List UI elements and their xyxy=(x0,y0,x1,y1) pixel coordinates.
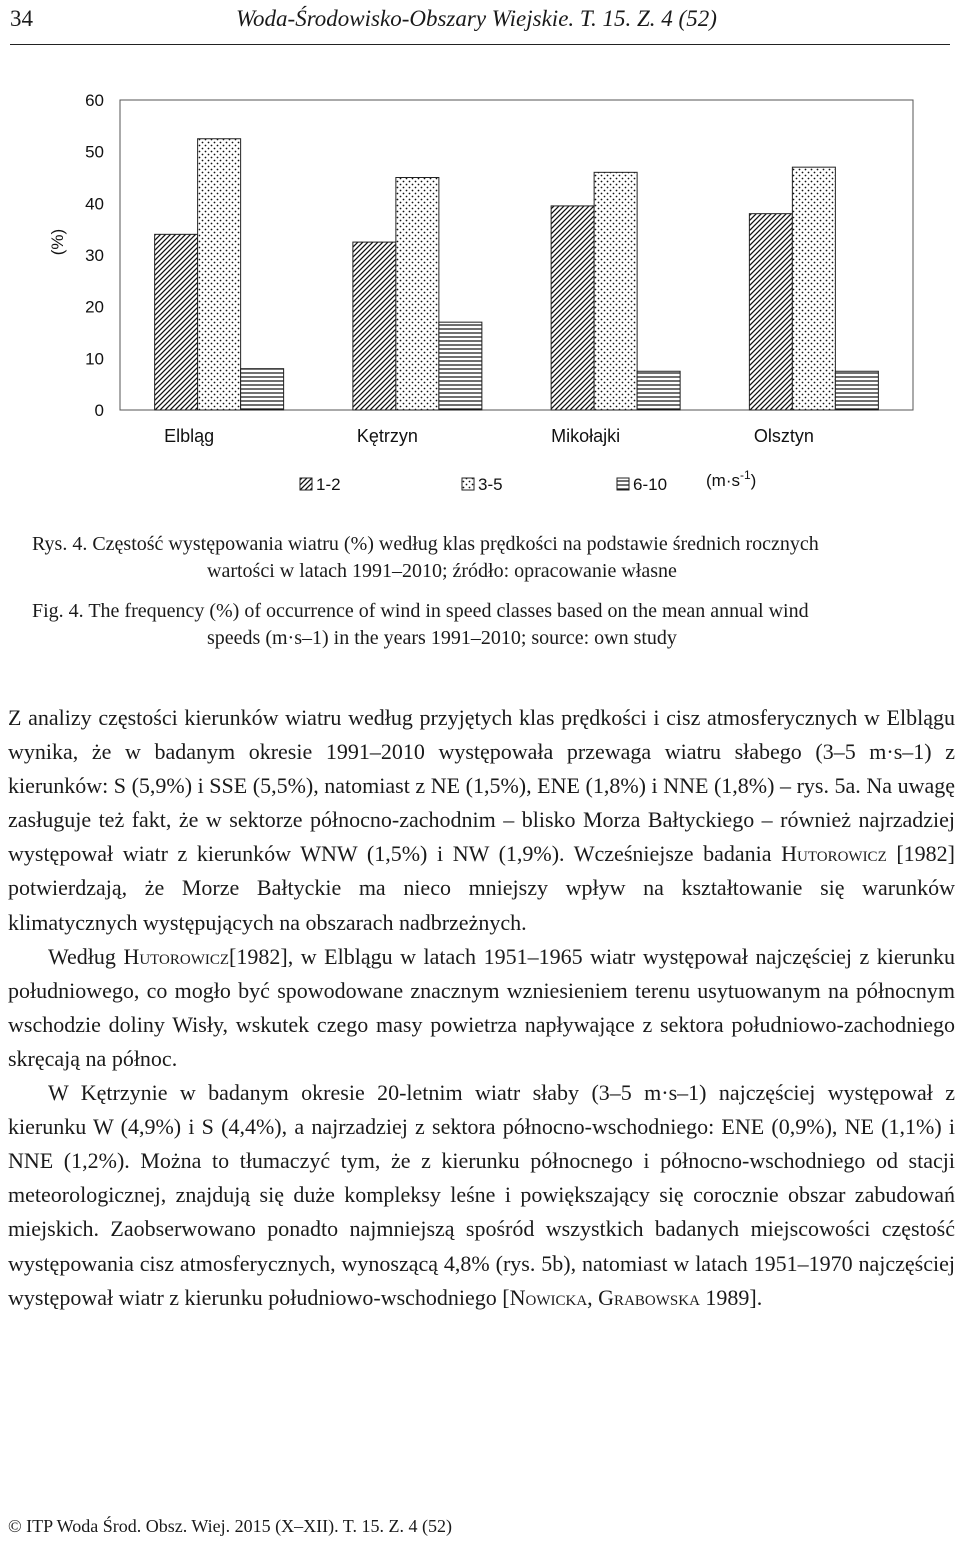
x-tick-label: Kętrzyn xyxy=(356,426,418,446)
paragraph-2-end: [1982], w Elblągu w latach 1951–1965 wiatr występował najczęściej z kierunku południowego, co mogło być spowodowane znacznym wzniesieniem terenu usytuowanym na północnym wschodzie doliny Wisły, wskutek czego masy powietrza napływające z sektora południowo-zachodniego skręcają na północ. xyxy=(8,943,956,1071)
y-tick-label: 10 xyxy=(85,349,104,369)
paragraph-1-text: Z analizy częstości kierunków wiatru według przyjętych klas prędkości i cisz atmosferycznych w Elblągu wynika, że w badanym okresie 1991–2010 występowała przewaga wiatru słabego (3–5 m·s–1) z kierunków: S (5,9%) i SSE (5,5%), natomiast z NE (1,5%), ENE (1,8%) i NNE (1,8%) – rys. 5a. Na uwagę zasługuje też fakt, że w sektorze północno-zachodnim – blisko Morza Bałtyckiego – również najrzadziej występował wiatr z kierunków WNW (1,5%) i NW (1,9%). Wcześniejsze badania xyxy=(8,705,955,867)
author-citation: Grabowska xyxy=(598,1284,700,1310)
y-axis-label: (%) xyxy=(48,228,67,256)
bar-1-2-Mikołajki xyxy=(551,206,594,410)
y-tick-label: 20 xyxy=(85,297,104,317)
page-footer: © ITP Woda Środ. Obsz. Wiej. 2015 (X–XII). T. 15. Z. 4 (52) xyxy=(8,1516,452,1536)
legend-swatch xyxy=(300,478,312,490)
figure-caption-pl xyxy=(32,531,932,585)
wind-frequency-chart xyxy=(0,60,960,500)
citation-separator: , xyxy=(587,1284,599,1310)
x-tick-labels xyxy=(164,426,814,446)
y-tick-labels xyxy=(85,91,104,420)
legend-label: 1-2 xyxy=(316,475,341,494)
caption-pl-line2: wartości w latach 1991–2010; źródło: opracowanie własne xyxy=(207,560,677,582)
bar-6-10-Mikołajki xyxy=(637,371,680,410)
bar-1-2-Kętrzyn xyxy=(353,242,396,410)
paragraph-2-start: Według xyxy=(48,943,116,969)
y-tick-label: 40 xyxy=(85,194,104,214)
y-tick-label: 50 xyxy=(85,142,104,162)
paragraph-3-end: 1989]. xyxy=(699,1284,763,1310)
x-tick-label: Elbląg xyxy=(164,426,215,446)
legend-label: 6-10 xyxy=(633,475,668,494)
author-citation: Hutorowicz xyxy=(123,943,230,969)
caption-pl-line1: Rys. 4. Częstość występowania wiatru (%) według klas prędkości na podstawie średnich rocznych xyxy=(32,533,819,555)
legend-swatch xyxy=(617,478,629,490)
bar-1-2-Elbląg xyxy=(155,234,198,410)
page-header xyxy=(10,6,950,42)
paragraph-3 xyxy=(8,1076,955,1315)
y-tick-label: 30 xyxy=(85,246,104,265)
caption-en-line2: speeds (m·s–1) in the years 1991–2010; source: own study xyxy=(207,627,677,649)
chart-legend xyxy=(300,468,756,494)
bar-6-10-Olsztyn xyxy=(835,371,878,410)
bar-6-10-Elbląg xyxy=(241,369,284,410)
paragraph-1 xyxy=(8,701,955,940)
bar-3-5-Kętrzyn xyxy=(396,178,439,411)
author-citation: Nowicka xyxy=(509,1284,588,1310)
caption-en-line1: Fig. 4. The frequency (%) of occurrence of wind in speed classes based on the mean annual wind xyxy=(32,600,809,622)
journal-title: Woda-Środowisko-Obszary Wiejskie. T. 15. Z. 4 (52) xyxy=(236,6,717,31)
bar-1-2-Olsztyn xyxy=(749,214,792,410)
paragraph-1-end: [1982] potwierdzają, że Morze Bałtyckie ma nieco mniejszy wpływ na kształtowanie się warunków klimatycznych występujących na obszarach nadbrzeżnych. xyxy=(8,841,956,935)
x-tick-label: Olsztyn xyxy=(753,426,814,446)
page-number: 34 xyxy=(10,6,33,31)
header-rule xyxy=(10,44,950,45)
legend-label: 3-5 xyxy=(478,475,503,494)
y-tick-label: 0 xyxy=(94,401,104,420)
paragraph-3-text: W Kętrzynie w badanym okresie 20-letnim wiatr słaby (3–5 m·s–1) najczęściej występował z kierunku W (4,9%) i S (4,4%), a najrzadziej z sektora północno-wschodniego: ENE (0,9%), NE (1,1%) i NNE (1,2%). Można to tłumaczyć tym, że z kierunku północnego i północno-wschodniego od stacji meteorologicznej, znajdują się duże kompleksy leśne i powiększający się corocznie obszar zabudowań miejskich. Zaobserwowano ponadto najmniejszą spośród wszystkich badanych miejscowości częstość występowania cisz atmosferycznych, wynoszącą 4,8% (rys. 5b), natomiast w latach 1951–1970 najczęściej występował wiatr z kierunku południowo-wschodniego [ xyxy=(8,1080,955,1310)
bar-6-10-Kętrzyn xyxy=(439,322,482,410)
paragraph-2 xyxy=(8,940,955,1076)
y-tick-label: 60 xyxy=(85,91,104,110)
bar-3-5-Olsztyn xyxy=(792,167,835,410)
article-body xyxy=(8,701,955,1315)
bar-3-5-Elbląg xyxy=(198,139,241,410)
legend-swatch xyxy=(462,478,474,490)
x-tick-label: Mikołajki xyxy=(551,426,621,446)
legend-unit: $(m\cdot s^{-1})$ xyxy=(706,468,757,490)
figure-caption-en xyxy=(32,598,932,652)
author-citation: Hutorowicz xyxy=(781,841,887,867)
chart-bars xyxy=(155,139,879,410)
bar-3-5-Mikołajki xyxy=(594,172,637,410)
